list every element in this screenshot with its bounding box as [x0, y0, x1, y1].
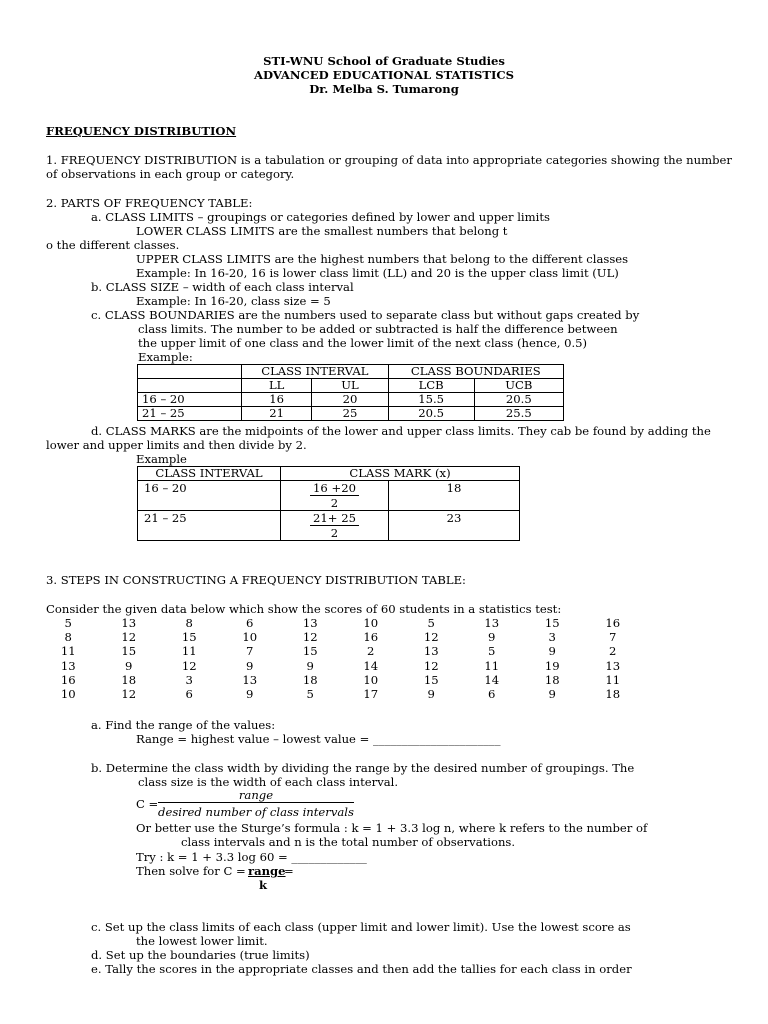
- score-cell: 13: [423, 644, 439, 659]
- score-cell: 18: [605, 687, 621, 702]
- score-cell: 6: [488, 687, 496, 702]
- class-marks-table: [137, 466, 520, 541]
- score-cell: 11: [484, 658, 500, 673]
- step-b4: class intervals and n is the total number of observations.: [181, 835, 516, 849]
- table-header-cell: LL: [242, 379, 312, 393]
- score-cell: 5: [488, 644, 496, 659]
- p3-heading: 3. STEPS IN CONSTRUCTING A FREQUENCY DISTRIBUTION TABLE:: [46, 573, 466, 587]
- score-cell: 16: [605, 616, 621, 630]
- score-cell: 11: [60, 644, 76, 659]
- step-b1: b. Determine the class width by dividing the range by the desired number of groupings. The: [91, 761, 635, 775]
- score-cell: 2: [609, 644, 617, 659]
- score-cell: 9: [125, 658, 133, 673]
- score-cell: 15: [181, 630, 197, 645]
- table-cell: 16: [242, 393, 312, 407]
- p2-c1: c. CLASS BOUNDARIES are the numbers used to separate class but without gaps created by: [91, 308, 640, 322]
- table-cell: 20: [312, 393, 388, 407]
- scores-row: [38, 644, 643, 658]
- table-header-cell: CLASS BOUNDARIES: [388, 365, 563, 379]
- p2-a2: LOWER CLASS LIMITS are the smallest numbers that belong t: [136, 224, 508, 238]
- score-cell: 6: [246, 616, 254, 630]
- score-cell: 11: [605, 672, 621, 687]
- score-cell: 15: [121, 644, 137, 659]
- fraction-denominator: 2: [330, 526, 339, 540]
- score-cell: 15: [544, 616, 560, 630]
- p2-d2: lower and upper limits and then divide by 2.: [46, 438, 307, 452]
- score-cell: 5: [427, 616, 435, 630]
- p2-c2: class limits. The number to be added or subtracted is half the difference between: [138, 322, 618, 336]
- table-cell: 15.5: [388, 393, 474, 407]
- table-row: [138, 407, 564, 421]
- p2-c3: the upper limit of one class and the lower limit of the next class (hence, 0.5): [138, 336, 588, 350]
- step-a2: Range = highest value – lowest value = ______________________: [136, 732, 501, 746]
- table-header-cell: LCB: [388, 379, 474, 393]
- score-cell: 12: [423, 630, 439, 645]
- score-cell: 2: [367, 644, 375, 659]
- table-cell: 16 – 20: [138, 393, 242, 407]
- score-cell: 11: [181, 644, 197, 659]
- score-cell: 5: [306, 687, 314, 702]
- table-cell: 25.5: [474, 407, 563, 421]
- score-cell: 18: [544, 672, 560, 687]
- score-cell: 12: [121, 630, 137, 645]
- p2-heading: 2. PARTS OF FREQUENCY TABLE:: [46, 196, 253, 210]
- table-header-row: [138, 467, 520, 481]
- table-cell: 21: [242, 407, 312, 421]
- p2-d1: d. CLASS MARKS are the midpoints of the lower and upper class limits. They cab be found by adding the: [91, 424, 711, 438]
- score-cell: 13: [484, 616, 500, 630]
- table-cell: 25: [312, 407, 388, 421]
- score-cell: 10: [242, 630, 258, 645]
- table-row: [138, 481, 520, 511]
- step-e1: e. Tally the scores in the appropriate classes and then add the tallies for each class in order: [91, 962, 632, 976]
- fraction-denominator: 2: [330, 496, 339, 510]
- score-cell: 15: [423, 672, 439, 687]
- scores-table: [38, 616, 643, 701]
- solve-c-denominator: k: [259, 878, 268, 892]
- p2-b1: b. CLASS SIZE – width of each class interval: [91, 280, 354, 294]
- score-cell: 10: [363, 616, 379, 630]
- score-cell: 13: [605, 658, 621, 673]
- score-cell: 9: [548, 687, 556, 702]
- table-header-row: [138, 379, 564, 393]
- score-cell: 13: [121, 616, 137, 630]
- solve-c-equals: =: [284, 864, 294, 878]
- class-boundaries-table: [137, 364, 564, 421]
- p3-intro: Consider the given data below which show the scores of 60 students in a statistics test:: [46, 602, 562, 616]
- table-cell: 20.5: [388, 407, 474, 421]
- score-cell: 6: [185, 687, 193, 702]
- table-header-row: [138, 365, 564, 379]
- score-cell: 12: [121, 687, 137, 702]
- score-cell: 18: [302, 672, 318, 687]
- p2-d3: Example: [136, 452, 187, 466]
- score-cell: 10: [60, 687, 76, 702]
- table-row: [138, 511, 520, 541]
- p2-a5: Example: In 16-20, 16 is lower class limit (LL) and 20 is the upper class limit (UL): [136, 266, 619, 280]
- class-width-denominator: desired number of class intervals: [158, 805, 354, 819]
- table-header-cell: CLASS INTERVAL: [138, 467, 281, 481]
- fraction-numerator: 16 +20: [310, 481, 359, 496]
- table-header-cell: CLASS INTERVAL: [242, 365, 389, 379]
- score-cell: 16: [363, 630, 379, 645]
- score-cell: 12: [423, 658, 439, 673]
- step-b2: class size is the width of each class interval.: [138, 775, 399, 789]
- table-cell: 18: [389, 481, 520, 511]
- score-cell: 12: [181, 658, 197, 673]
- score-cell: 9: [246, 687, 254, 702]
- score-cell: 14: [363, 658, 379, 673]
- score-cell: 7: [609, 630, 617, 645]
- score-cell: 9: [427, 687, 435, 702]
- scores-row: [38, 616, 643, 630]
- step-c2: the lowest lower limit.: [136, 934, 268, 948]
- step-b3: Or better use the Sturge’s formula : k = 1 + 3.3 log n, where k refers to the number of: [136, 821, 648, 835]
- score-cell: 19: [544, 658, 560, 673]
- step-a1: a. Find the range of the values:: [91, 718, 276, 732]
- fraction-numerator: 21+ 25: [310, 511, 359, 526]
- header-line-course: ADVANCED EDUCATIONAL STATISTICS: [253, 68, 514, 82]
- score-cell: 18: [121, 672, 137, 687]
- scores-row: [38, 687, 643, 701]
- score-cell: 10: [363, 672, 379, 687]
- score-cell: 8: [185, 616, 193, 630]
- scores-row: [38, 673, 643, 687]
- section-title: FREQUENCY DISTRIBUTION: [46, 124, 237, 138]
- p1-line2: of observations in each group or category.: [46, 167, 295, 181]
- scores-row: [38, 659, 643, 673]
- table-header-cell: UL: [312, 379, 388, 393]
- score-cell: 16: [60, 672, 76, 687]
- score-cell: 9: [488, 630, 496, 645]
- score-cell: 15: [302, 644, 318, 659]
- p1-line1: 1. FREQUENCY DISTRIBUTION is a tabulation or grouping of data into appropriate categories showing the number: [46, 153, 732, 167]
- table-cell: 20.5: [474, 393, 563, 407]
- score-cell: 12: [302, 630, 318, 645]
- table-cell: [138, 379, 242, 393]
- score-cell: 13: [60, 658, 76, 673]
- table-header-cell: UCB: [474, 379, 563, 393]
- score-cell: 7: [246, 644, 254, 659]
- score-cell: 9: [306, 658, 314, 673]
- score-cell: 9: [548, 644, 556, 659]
- p2-a4: UPPER CLASS LIMITS are the highest numbers that belong to the different classes: [136, 252, 629, 266]
- step-c1: c. Set up the class limits of each class (upper limit and lower limit). Use the lowest score as: [91, 920, 631, 934]
- table-cell: 16 – 20: [138, 481, 281, 511]
- step-b5: Try : k = 1 + 3.3 log 60 = _____________: [136, 850, 367, 864]
- table-row: [138, 393, 564, 407]
- score-cell: 14: [484, 672, 500, 687]
- score-cell: 13: [302, 616, 318, 630]
- solve-c-numerator: range: [248, 864, 286, 878]
- class-mark-fraction: [281, 511, 389, 541]
- score-cell: 13: [242, 672, 258, 687]
- header-line-school: STI-WNU School of Graduate Studies: [263, 54, 505, 68]
- class-width-numerator: range: [158, 789, 354, 803]
- table-cell: 21 – 25: [138, 407, 242, 421]
- score-cell: 9: [246, 658, 254, 673]
- p2-a3: o the different classes.: [46, 238, 180, 252]
- header-line-instructor: Dr. Melba S. Tumarong: [309, 82, 459, 96]
- score-cell: 8: [64, 630, 72, 645]
- score-cell: 5: [64, 616, 72, 630]
- table-cell: 21 – 25: [138, 511, 281, 541]
- class-width-label: C =: [136, 797, 159, 811]
- score-cell: 3: [185, 672, 193, 687]
- p2-c4: Example:: [138, 350, 193, 364]
- p2-a1: a. CLASS LIMITS – groupings or categories defined by lower and upper limits: [91, 210, 550, 224]
- step-d1: d. Set up the boundaries (true limits): [91, 948, 310, 962]
- p2-b2: Example: In 16-20, class size = 5: [136, 294, 331, 308]
- score-cell: 3: [548, 630, 556, 645]
- scores-row: [38, 630, 643, 644]
- solve-c-label: Then solve for C =: [136, 864, 246, 878]
- class-mark-fraction: [281, 481, 389, 511]
- table-cell: [138, 365, 242, 379]
- table-header-cell: CLASS MARK (x): [281, 467, 520, 481]
- table-cell: 23: [389, 511, 520, 541]
- score-cell: 17: [363, 687, 379, 702]
